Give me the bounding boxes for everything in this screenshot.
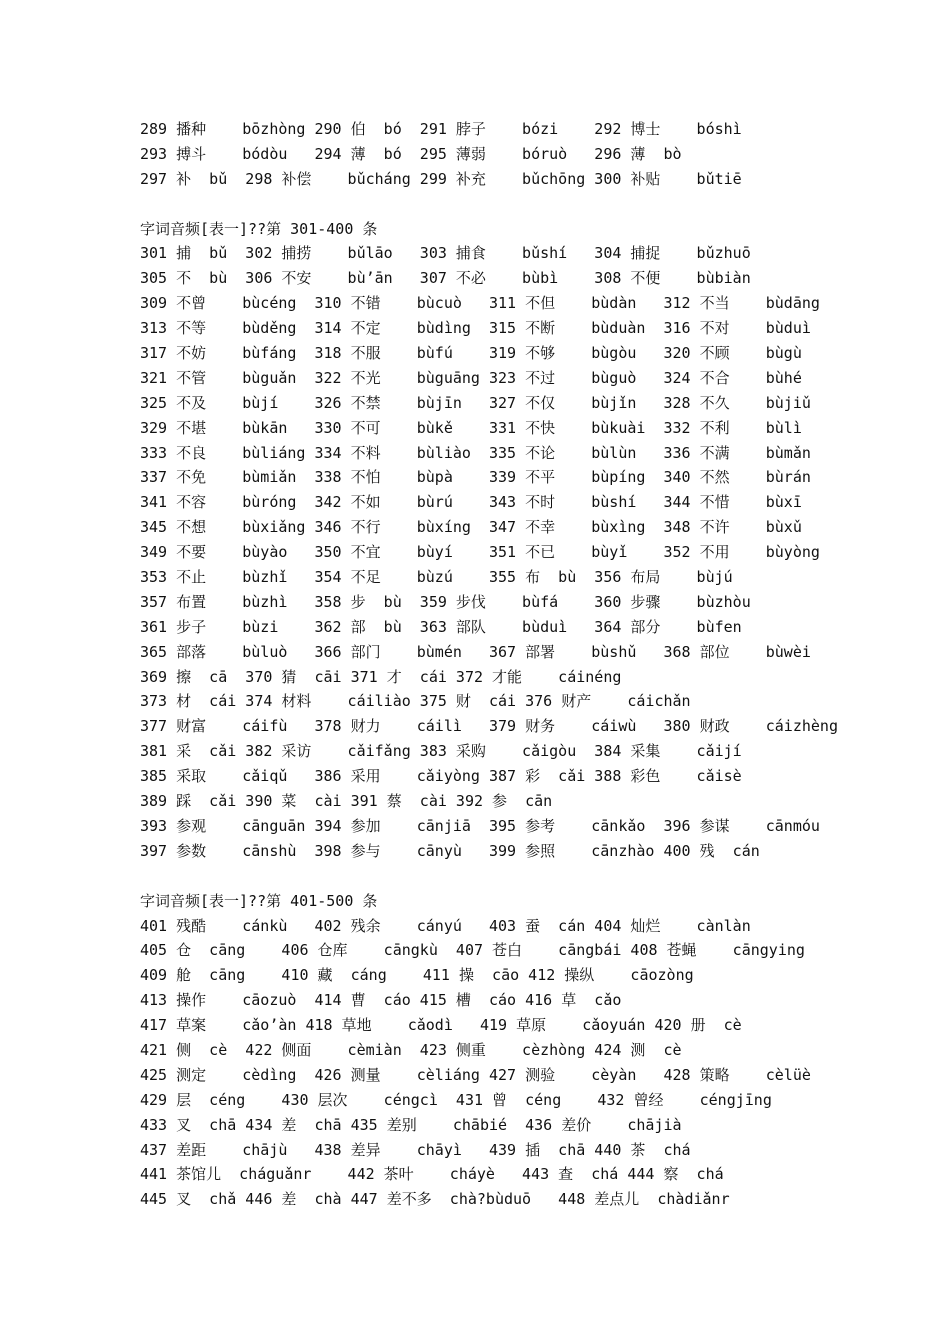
text-line: 409 舱 cāng 410 藏 cáng 411 操 cāo 412 操纵 cāozòng: [140, 966, 694, 985]
text-line: 421 侧 cè 422 侧面 cèmiàn 423 侧重 cèzhòng 424 测 cè: [140, 1040, 682, 1059]
text-line: 373 材 cái 374 材料 cáiliào 375 财 cái 376 财产 cáichǎn: [140, 692, 691, 711]
text-line: 345 不想 bùxiǎng 346 不行 bùxíng 347 不幸 bùxìng 348 不许 bùxǔ: [140, 518, 802, 537]
text-line: 337 不免 bùmiǎn 338 不怕 bùpà 339 不平 bùpíng 340 不然 bùrán: [140, 468, 811, 487]
text-line: 317 不妨 bùfáng 318 不服 bùfú 319 不够 bùgòu 320 不顾 bùgù: [140, 344, 802, 363]
text-line: 417 草案 cǎo’àn 418 草地 cǎodì 419 草原 cǎoyuán 420 册 cè: [140, 1016, 742, 1035]
blank-line: [140, 864, 840, 889]
text-line: 445 叉 chǎ 446 差 chà 447 差不多 chà?bùduō 448 差点儿 chàdiǎnr: [140, 1190, 730, 1209]
text-line: 401 残酷 cánkù 402 残余 cányú 403 蚕 cán 404 灿烂 cànlàn: [140, 916, 751, 935]
text-line: 361 步子 bùzi 362 部 bù 363 部队 bùduì 364 部分 bùfen: [140, 617, 742, 636]
text-line: 405 仓 cāng 406 仓库 cāngkù 407 苍白 cāngbái 408 苍蝇 cāngying: [140, 941, 805, 960]
text-line: 341 不容 bùróng 342 不如 bùrú 343 不时 bùshí 344 不惜 bùxī: [140, 493, 802, 512]
text-line: 329 不堪 bùkān 330 不可 bùkě 331 不快 bùkuài 332 不利 bùlì: [140, 418, 802, 437]
text-line: 333 不良 bùliáng 334 不料 bùliào 335 不论 bùlùn 336 不满 bùmǎn: [140, 443, 811, 462]
text-line: 353 不止 bùzhǐ 354 不足 bùzú 355 布 bù 356 布局 bùjú: [140, 568, 733, 587]
text-line: 349 不要 bùyào 350 不宜 bùyí 351 不已 bùyǐ 352 不用 bùyòng: [140, 543, 820, 562]
text-line: 389 踩 cǎi 390 菜 cài 391 蔡 cài 392 参 cān: [140, 792, 553, 811]
text-line: 297 补 bǔ 298 补偿 bǔcháng 299 补充 bǔchōng 300 补贴 bǔtiē: [140, 169, 742, 188]
text-line: 321 不管 bùguǎn 322 不光 bùguāng 323 不过 bùguò 324 不合 bùhé: [140, 368, 802, 387]
text-line: 393 参观 cānguān 394 参加 cānjiā 395 参考 cānkǎo 396 参谋 cānmóu: [140, 816, 820, 835]
text-line: 377 财富 cáifù 378 财力 cáilì 379 财务 cáiwù 380 财政 cáizhèng: [140, 717, 838, 736]
text-line: 301 捕 bǔ 302 捕捞 bǔlāo 303 捕食 bǔshí 304 捕捉 bǔzhuō: [140, 244, 751, 263]
text-line: 437 差距 chājù 438 差异 chāyì 439 插 chā 440 茶 chá: [140, 1140, 691, 1159]
text-line: 381 采 cǎi 382 采访 cǎifǎng 383 采购 cǎigòu 384 采集 cǎijí: [140, 742, 742, 761]
text-line: 365 部落 bùluò 366 部门 bùmén 367 部署 bùshǔ 368 部位 bùwèi: [140, 642, 811, 661]
text-line: 433 叉 chā 434 差 chā 435 差别 chābié 436 差价 chājià: [140, 1115, 682, 1134]
text-line: 313 不等 bùděng 314 不定 bùdìng 315 不断 bùduàn 316 不对 bùduì: [140, 319, 811, 338]
text-line: 325 不及 bùjí 326 不禁 bùjīn 327 不仅 bùjǐn 328 不久 bùjiǔ: [140, 393, 811, 412]
text-line: 357 布置 bùzhì 358 步 bù 359 步伐 bùfá 360 步骤 bùzhòu: [140, 592, 751, 611]
text-line: 385 采取 cǎiqǔ 386 采用 cǎiyòng 387 彩 cǎi 388 彩色 cǎisè: [140, 767, 742, 786]
text-line: 305 不 bù 306 不安 bù’ān 307 不必 bùbì 308 不便 bùbiàn: [140, 269, 751, 288]
section-heading: 字词音频[表一]??第 401-500 条: [140, 891, 378, 910]
text-line: 293 搏斗 bódòu 294 薄 bó 295 薄弱 bóruò 296 薄 bò: [140, 144, 682, 163]
text-line: 429 层 céng 430 层次 céngcì 431 曾 céng 432 曾经 céngjīng: [140, 1090, 772, 1109]
text-line: 289 播种 bōzhòng 290 伯 bó 291 脖子 bózi 292 博士 bóshì: [140, 120, 742, 138]
text-line: 413 操作 cāozuò 414 曹 cáo 415 槽 cáo 416 草 cǎo: [140, 991, 622, 1010]
section-heading: 字词音频[表一]??第 301-400 条: [140, 219, 378, 238]
text-line: 309 不曾 bùcéng 310 不错 bùcuò 311 不但 bùdàn 312 不当 bùdāng: [140, 294, 820, 313]
text-line: 441 茶馆儿 cháguǎnr 442 茶叶 cháyè 443 查 chá 444 察 chá: [140, 1165, 724, 1184]
text-line: 369 擦 cā 370 猜 cāi 371 才 cái 372 才能 cáinéng: [140, 667, 622, 686]
text-line: 397 参数 cānshù 398 参与 cānyù 399 参照 cānzhào 400 残 cán: [140, 841, 760, 860]
blank-line: [140, 192, 840, 217]
text-line: 425 测定 cèdìng 426 测量 cèliáng 427 测验 cèyàn 428 策略 cèlüè: [140, 1065, 811, 1084]
document-page: [140, 117, 840, 1212]
